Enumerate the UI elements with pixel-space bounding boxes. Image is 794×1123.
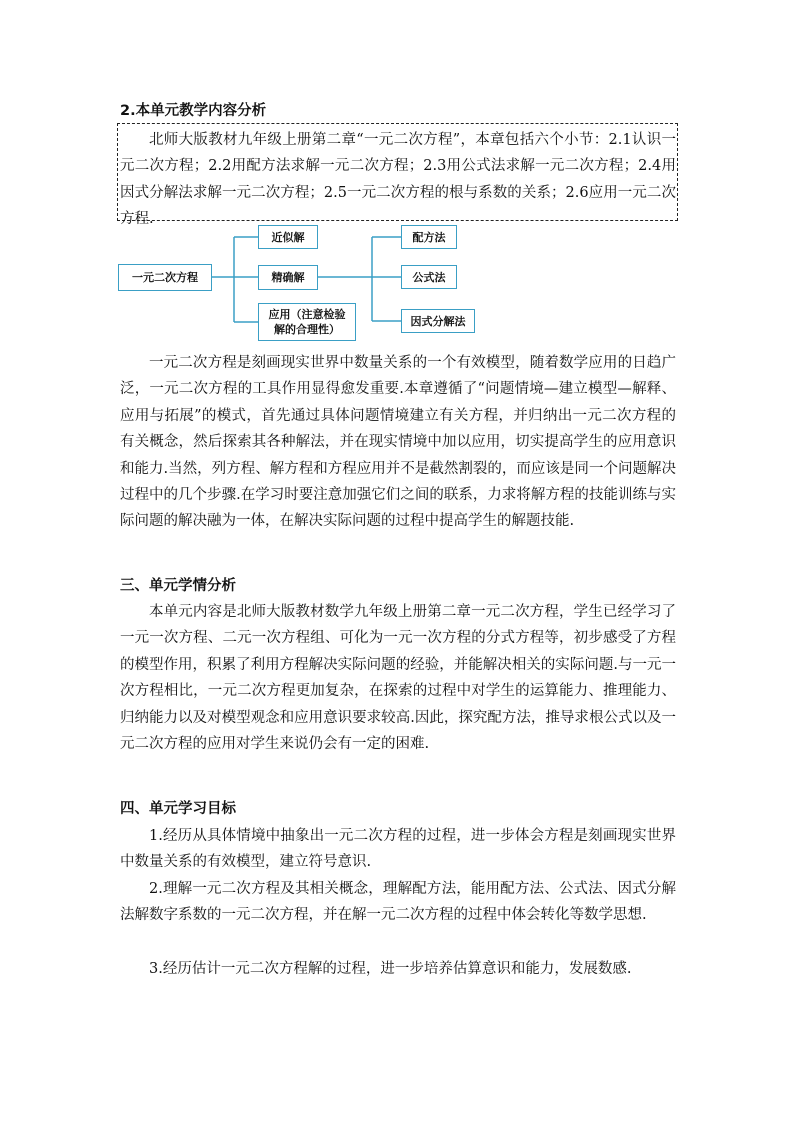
diagram-method-factoring: 因式分解法 — [401, 309, 475, 333]
diagram-application-box: 应用（注意检验解的合理性） — [258, 303, 356, 341]
diagram-method-completing-square: 配方法 — [401, 225, 457, 249]
learning-goal-2: 2.理解一元二次方程及其相关概念，理解配方法，能用配方法、公式法、因式分解法解数字系数的一元二次方程，并在解一元二次方程的过程中体会转化等数学思想. — [120, 881, 676, 924]
diagram-method-formula: 公式法 — [401, 265, 457, 289]
section-4-heading: 四、单元学习目标 — [120, 801, 236, 817]
learning-goal-3: 3.经历估计一元二次方程解的过程，进一步培养估算意识和能力，发展数感. — [149, 961, 632, 977]
learning-goal-1: 1.经历从具体情境中抽象出一元二次方程的过程，进一步体会方程是刻画现实世界中数量关系的有效模型，建立符号意识. — [120, 828, 676, 871]
diagram-root-box: 一元二次方程 — [118, 264, 212, 291]
chapter-summary-text: 北师大版教材九年级上册第二章“一元二次方程”，本章包括六个小节：2.1认识一元二次方程；2.2用配方法求解一元二次方程；2.3用公式法求解一元二次方程；2.4用因式分解法求解一元二次方程；2.5一元二次方程的根与系数的关系；2.6应用一元二次方程. — [120, 132, 676, 228]
diagram-exact-box: 精确解 — [258, 265, 318, 290]
section-3-heading: 三、单元学情分析 — [120, 578, 236, 594]
section-3-text: 本单元内容是北师大版教材数学九年级上册第二章一元二次方程，学生已经学习了一元一次方程、二元一次方程组、可化为一元一次方程的分式方程等，初步感受了方程的模型作用，积累了利用方程解决实际问题的经验，并能解决相关的实际问题.与一元一次方程相比，一元二次方程更加复杂，在探索的过程中对学生的运算能力、推理能力、归纳能力以及对模型观念和应用意识要求较高.因此，探究配方法，推导求根公式以及一元二次方程的应用对学生来说仍会有一定的困难. — [120, 604, 676, 753]
diagram-approx-box: 近似解 — [258, 225, 318, 249]
chapter-overview-paragraph: 一元二次方程是刻画现实世界中数量关系的一个有效模型，随着数学应用的日趋广泛，一元二次方程的工具作用显得愈发重要.本章遵循了“问题情境—建立模型—解释、应用与拓展”的模式，首先通过具体问题情境建立有关方程，并归纳出一元二次方程的有关概念，然后探索其各种解法，并在现实情境中加以应用，切实提高学生的应用意识和能力.当然，列方程、解方程和方程应用并不是截然割裂的，而应该是同一个问题解决过程中的几个步骤.在学习时要注意加强它们之间的联系，力求将解方程的技能训练与实际问题的解决融为一体，在解决实际问题的过程中提高学生的解题技能. — [120, 355, 676, 530]
method-tree-diagram — [0, 0, 794, 350]
section-2-heading: 2.本单元教学内容分析 — [120, 103, 267, 119]
